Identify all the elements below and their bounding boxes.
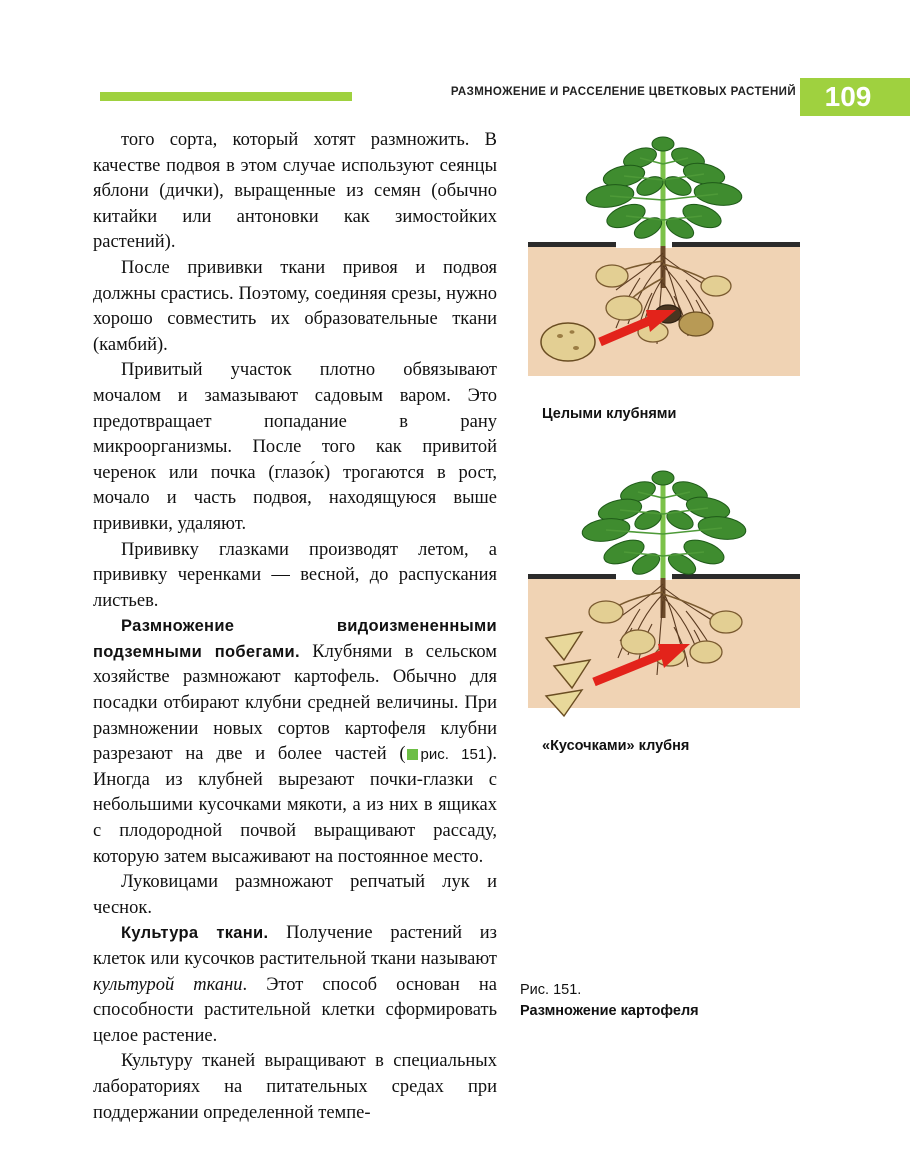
paragraph-2: После прививки ткани привоя и подвоя должны срастись. Поэтому, соединяя срезы, нужно хорошо совместить их образовательные ткани (камбий). [93, 257, 497, 355]
paragraph-last: Культуру тканей выращивают в специальных лабораториях на питательных средах при поддержании определенной темпе- [93, 1051, 497, 1123]
page-number: 109 [824, 81, 872, 112]
paragraph-bulbs: Луковицами размножают репчатый лук и чеснок. [93, 872, 497, 918]
panel1-caption: Целыми клубнями [542, 406, 677, 422]
paragraph-4: Прививку глазками производят летом, а прививку черенками — весной, до распускания листьев. [93, 539, 497, 611]
figure-panel-tuber-pieces [520, 460, 808, 722]
figure-marker-icon [407, 749, 418, 760]
section-text-b: ). Иногда из клубней вырезают почки-глазки с небольшими кусочками мякоти, а из них в ящиках с плодородной почвой выращивают рассаду, которую затем высаживают на постоянное место. [93, 744, 497, 867]
paragraph-section-tissue [93, 921, 497, 1049]
tissue-italic-term: культурой ткани [93, 974, 243, 995]
paragraph-3: Привитый участок плотно обвязывают мочалом и замазывают садовым варом. Это предотвращает попадание в рану микроорганизмы. После того как привитой черенок или почка (глазо́к) трогаются в рост, мочало и часть подвоя, находящуюся выше прививки, удаляют. [93, 360, 497, 534]
header-accent-rule [100, 92, 352, 101]
figure-column [520, 128, 820, 754]
figure-panel-whole-tubers [520, 128, 808, 390]
figure-reference: рис. 151 [420, 746, 487, 764]
section-heading-tissue-culture: Культура ткани. [121, 924, 269, 943]
figure-number: Рис. 151. [520, 982, 582, 998]
main-text-column [93, 128, 497, 1126]
potato-tuber-pieces-illustration [520, 460, 808, 722]
figure-title: Размножение картофеля [520, 1003, 699, 1019]
section-heading-vegetative: Размножение видоизмененными подземными побегами. [93, 617, 497, 661]
running-title: РАЗМНОЖЕНИЕ И РАССЕЛЕНИЕ ЦВЕТКОВЫХ РАСТЕНИЙ [450, 86, 796, 98]
paragraph-section-tubers [93, 614, 497, 870]
page-header [0, 78, 910, 114]
paragraph-1: того сорта, который хотят размножить. В качестве подвоя в этом случае используют сеянцы яблони (дички), выращенные из семян (обычно китайки или антоновки как зимостойких растений). [93, 130, 497, 253]
tissue-text-b: . Этот способ основан на способности растительной клетки сформировать целое растение. [93, 974, 497, 1046]
potato-whole-tuber-illustration [520, 128, 808, 390]
section-text-a: Клубнями в сельском хозяйстве размножают картофель. Обычно для посадки отбирают клубни средней величины. При размножении новых сортов картофеля клубни разрезают на две и более частей ( [93, 641, 497, 765]
figure-label [520, 980, 820, 1022]
tissue-text-a: Получение растений из клеток или кусочков растительной ткани называют [93, 923, 497, 969]
panel2-caption: «Кусочками» клубня [542, 738, 690, 754]
